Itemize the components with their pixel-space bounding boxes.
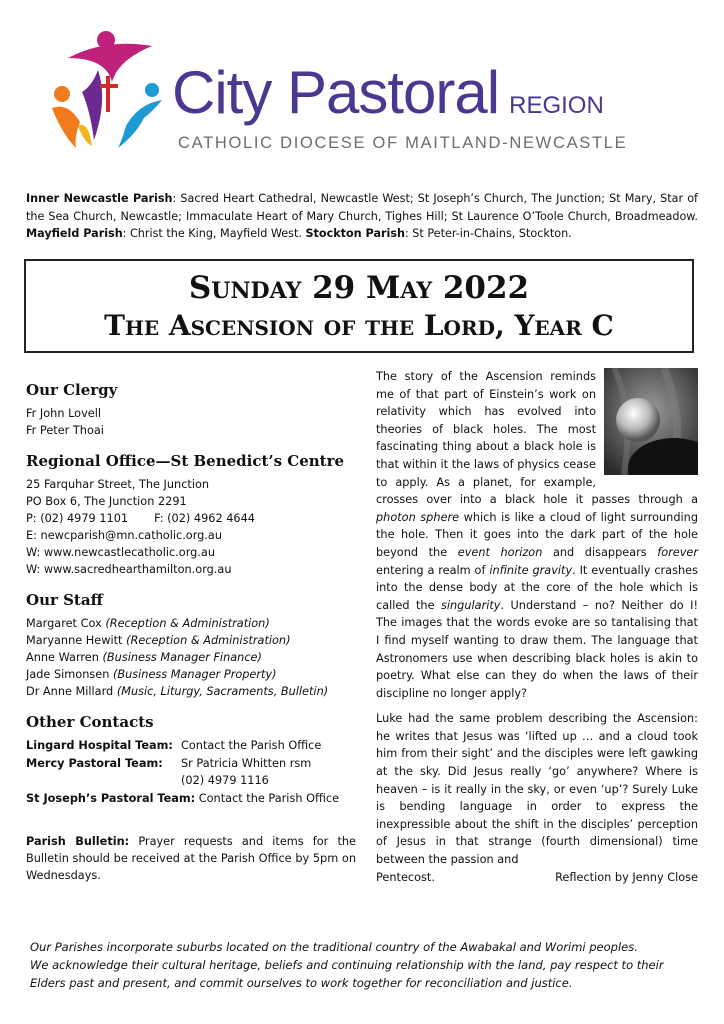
contact-phone: (02) 4979 1116 <box>181 774 269 787</box>
staff-role: (Music, Liturgy, Sacraments, Bulletin) <box>116 685 329 698</box>
staff-name: Jade Simonsen <box>26 668 113 681</box>
staff-member <box>26 615 356 632</box>
staff-name: Dr Anne Millard <box>26 685 117 698</box>
contact-row <box>26 772 321 790</box>
staff-role: (Reception & Administration) <box>105 617 270 630</box>
parish-label: Inner Newcastle Parish <box>26 192 173 205</box>
staff-role: (Business Manager Property) <box>112 668 277 681</box>
contact-row <box>26 737 321 755</box>
office-address: 25 Farquhar Street, The Junction <box>26 478 210 491</box>
contact-row <box>26 790 356 807</box>
brand-title-region: REGION <box>509 92 604 119</box>
office-fax: F: (02) 4962 4644 <box>154 512 255 525</box>
staff-member <box>26 632 356 649</box>
planet-shape <box>616 398 660 442</box>
staff-heading: Our Staff <box>26 591 103 609</box>
acknowledgement-footer <box>30 938 696 992</box>
clergy-name: Fr Peter Thoai <box>26 424 104 437</box>
bulletin-label: Parish Bulletin: <box>26 834 130 848</box>
contact-label: Mercy Pastoral Team: <box>26 756 163 770</box>
contacts-heading: Other Contacts <box>26 713 154 731</box>
reflection-paragraph: Luke had the same problem describing the Ascension: he writes that Jesus was ‘lifted up … and a cloud took him from their sight’ and the disciples were left gawking at the sky. Did Jesus really ‘go’ anywhere? Where is heaven – is it really in the sky, or even ‘up’? Surely Luke is bending language in order to express the inexpressible about the shift in the disciples’ perception of Jesus in that strange (fourth dimensional) time between the passion and <box>376 712 698 867</box>
office-phone: P: (02) 4979 1101 <box>26 512 129 525</box>
staff-member <box>26 683 356 700</box>
logo-accent <box>78 125 92 146</box>
contact-label: St Joseph’s Pastoral Team: <box>26 791 196 805</box>
staff-name: Anne Warren <box>26 651 103 664</box>
reflection-column <box>376 368 698 886</box>
staff-name: Maryanne Hewitt <box>26 634 127 647</box>
cross-icon <box>100 76 118 112</box>
contact-row <box>26 755 321 773</box>
office-email[interactable]: E: newcparish@mn.catholic.org.au <box>26 529 222 542</box>
brand-title <box>172 58 712 128</box>
staff-role: (Business Manager Finance) <box>102 651 262 664</box>
parish-text: : Christ the King, Mayfield West. <box>122 227 306 240</box>
reflection-paragraph: The story of the Ascension reminds me of that part of Einstein’s work on relativity which has evolved into theories of black holes. The most fascinating thing about a black hole is that within it the laws of physics cease to apply. As a planet, for example, crosses over into a black hole it passes through a photon sphere which is like a cloud of light surrounding the hole. Then it goes into the dark part of the hole beyond the event horizon and disappears forever entering a realm of infinite gravity. It eventually crashes into the dense body at the core of the hole which is called the singularity. Understand – no? Neither do I! The images that the words evoke are so tantalising that I find myself wanting to draw them. The language that Astronomers use when describing black holes is akin to poetry. What else can they do when the laws of their discipline no longer apply? <box>376 370 698 700</box>
parish-label: Mayfield Parish <box>26 227 123 240</box>
sunday-date: Sunday 29 May 2022 <box>188 270 530 306</box>
office-po-box: PO Box 6, The Junction 2291 <box>26 495 187 508</box>
parish-list <box>26 190 698 243</box>
diocese-subtitle: CATHOLIC DIOCESE OF MAITLAND-NEWCASTLE <box>178 134 628 152</box>
contact-label: Lingard Hospital Team: <box>26 739 173 752</box>
parish-label: Stockton Parish <box>305 227 405 240</box>
logo-figure-body <box>118 100 162 148</box>
parish-text: : Sacred Heart Cathedral, Newcastle West; St Joseph’s Church, The Junction; St Mary, Star of the Sea Church, Newcastle; Immaculate Heart of Mary Church, Tighes Hill; St Laurence O’Toole Church, Broadmeadow. <box>26 192 698 223</box>
bulletin-notice <box>26 833 356 884</box>
reflection-signature-line <box>376 869 698 887</box>
office-phone-fax <box>26 510 356 527</box>
bulletin-text: Prayer requests and items for the Bulletin should be received at the Parish Office by 5pm on Wednesdays. <box>26 834 356 882</box>
acknowledgement-line: Our Parishes incorporate suburbs located on the traditional country of the Awabakal and Worimi peoples. <box>30 940 638 954</box>
logo-figure-body <box>52 107 80 148</box>
logo-figure-head <box>145 83 159 97</box>
office-website[interactable]: W: www.newcastlecatholic.org.au <box>26 546 215 559</box>
contact-value: Contact the Parish Office <box>195 791 340 805</box>
staff-role: (Reception & Administration) <box>126 634 291 647</box>
clergy-heading: Our Clergy <box>26 381 118 399</box>
contact-value: Contact the Parish Office <box>181 739 322 752</box>
acknowledgement-line: We acknowledge their cultural heritage, beliefs and continuing relationship with the land, pay respect to their Elders past and present, and commit ourselves to work together for reconciliation and justice. <box>30 958 664 990</box>
left-column <box>26 370 356 884</box>
brand-title-main: City Pastoral <box>172 59 500 126</box>
staff-member <box>26 666 356 683</box>
office-heading: Regional Office—St Benedict’s Centre <box>26 452 345 470</box>
city-pastoral-logo <box>48 30 166 150</box>
parish-text: : St Peter-in-Chains, Stockton. <box>404 227 572 240</box>
black-hole-image <box>604 368 698 475</box>
reflection-signature: Reflection by Jenny Close <box>555 870 698 884</box>
clergy-name: Fr John Lovell <box>26 407 101 420</box>
date-banner <box>24 259 694 353</box>
staff-name: Margaret Cox <box>26 617 106 630</box>
contacts-table <box>26 737 321 790</box>
contact-value: Sr Patricia Whitten rsm <box>181 756 312 770</box>
staff-member <box>26 649 356 666</box>
reflection-last-word: Pentecost. <box>376 870 435 884</box>
logo-figure-head <box>54 86 70 102</box>
feast-title: The Ascension of the Lord, Year C <box>104 309 614 342</box>
office-website[interactable]: W: www.sacredhearthamilton.org.au <box>26 563 232 576</box>
